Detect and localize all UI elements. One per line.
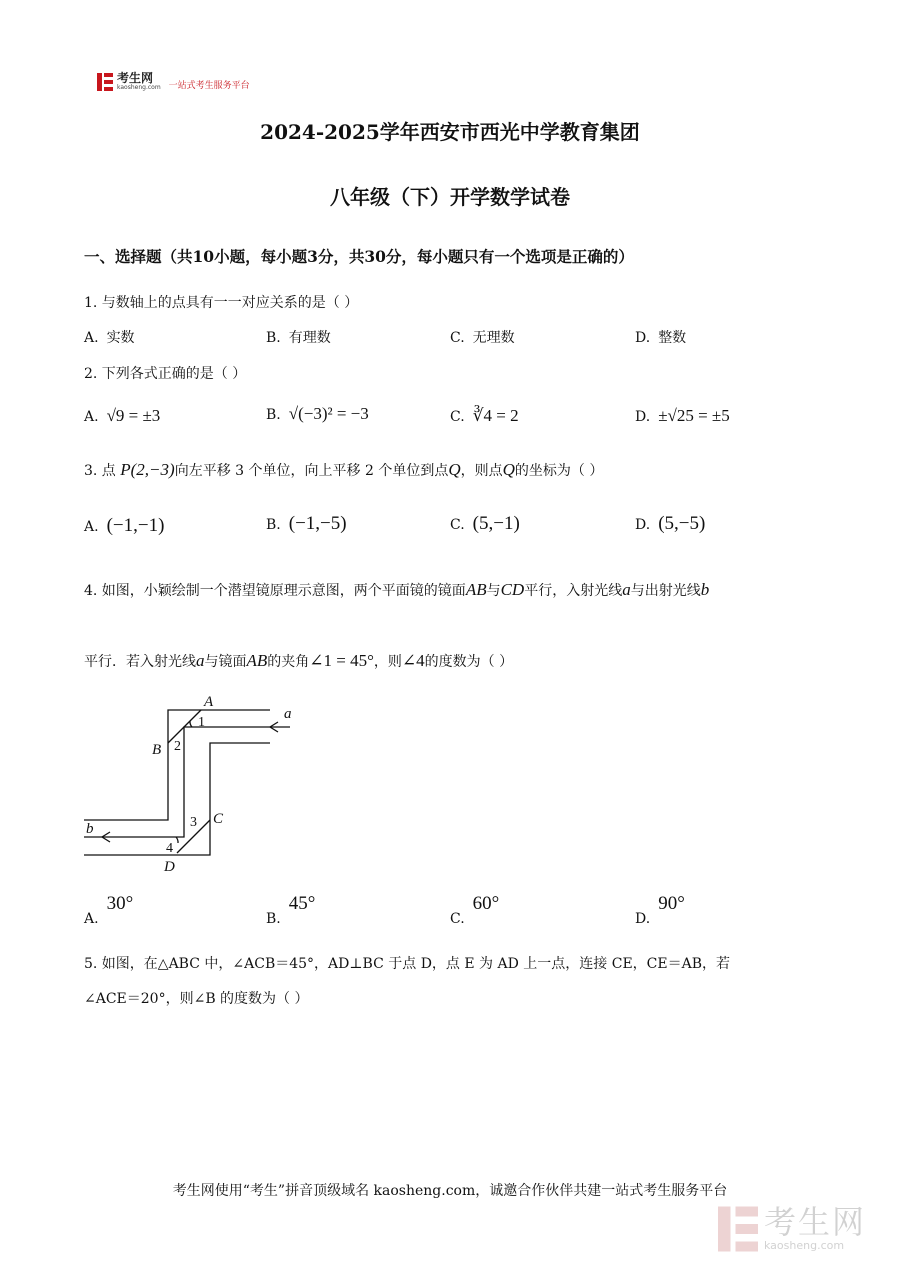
question-2-stem: 2. 下列各式正确的是（ ） xyxy=(84,366,247,382)
watermark-logo-icon xyxy=(718,1206,758,1252)
watermark-name: 考生网 xyxy=(764,1203,867,1241)
exam-title-grade: 八年级（下）开学数学试卷 xyxy=(330,185,570,209)
question-1-stem: 1. 与数轴上的点具有一一对应关系的是（ ） xyxy=(84,295,359,311)
label-A: A xyxy=(204,694,214,710)
q1-option-c: C. 无理数 xyxy=(450,330,515,346)
q4-option-b: B.45° xyxy=(266,893,316,927)
q3-option-b: B. (−1,−5) xyxy=(266,513,347,534)
q1-option-d: D. 整数 xyxy=(635,330,687,346)
q1-option-a: A. 实数 xyxy=(84,330,135,346)
label-angle-4: 4 xyxy=(166,841,173,856)
section-heading: 一、选择题（共10小题，每小题3分，共30分，每小题只有一个选项是正确的） xyxy=(84,247,634,266)
label-ray-a: a xyxy=(284,706,292,722)
q4-option-d: D.90° xyxy=(635,893,685,927)
q3-option-a: A. (−1,−1) xyxy=(84,515,165,536)
label-D: D xyxy=(164,859,175,875)
question-5-line-2: ∠ACE＝20°，则∠B 的度数为（ ） xyxy=(84,991,309,1007)
label-ray-b: b xyxy=(86,821,94,837)
logo-url: kaosheng.com xyxy=(117,84,161,91)
logo-slogan: 一站式考生服务平台 xyxy=(168,81,250,91)
question-5-line-1: 5. 如图，在△ABC 中，∠ACB＝45°，AD⊥BC 于点 D，点 E 为 AD 上一点，连接 CE，CE＝AB，若 xyxy=(84,956,731,972)
page-footer: 考生网使用“考生”拼音顶级域名 kaosheng.com，诚邀合作伙伴共建一站式考生服务平台 xyxy=(172,1183,728,1199)
watermark xyxy=(718,1205,866,1252)
q3-option-c: C. (5,−1) xyxy=(450,513,520,534)
q2-option-a: A. √9 = ±3 xyxy=(84,406,161,425)
header-logo xyxy=(97,72,250,91)
q2-option-b: B. √(−3)² = −3 xyxy=(266,404,369,423)
question-4-line-2: 平行．若入射光线a与镜面AB的夹角∠1 = 45°，则∠4的度数为（ ） xyxy=(84,651,514,670)
exam-title-school: 2024-2025学年西安市西光中学教育集团 xyxy=(260,120,640,144)
label-angle-1: 1 xyxy=(198,715,205,730)
q1-option-b: B. 有理数 xyxy=(266,330,331,346)
q3-option-d: D. (5,−5) xyxy=(635,513,706,534)
q2-option-d: D. ±√25 = ±5 xyxy=(635,406,730,425)
q2-option-c: C. ∛4 = 2 xyxy=(450,406,519,425)
q4-option-a: A.30° xyxy=(84,893,134,927)
label-angle-3: 3 xyxy=(190,815,197,830)
periscope-figure xyxy=(80,690,310,875)
angle-mark-1 xyxy=(190,721,192,727)
angle-mark-4 xyxy=(176,837,178,843)
label-C: C xyxy=(213,811,224,827)
question-4-line-1: 4. 如图，小颖绘制一个潜望镜原理示意图，两个平面镜的镜面AB与CD平行，入射光线a与出射光线b xyxy=(84,580,710,599)
q4-option-c: C.60° xyxy=(450,893,500,927)
logo-name: 考生网 xyxy=(117,71,154,85)
label-angle-2: 2 xyxy=(174,739,181,754)
logo-icon xyxy=(97,73,113,91)
label-B: B xyxy=(152,742,162,758)
question-3-stem: 3. 点 P(2,−3)向左平移 3 个单位，向上平移 2 个单位到点Q，则点Q的坐标为（ ） xyxy=(84,460,604,479)
watermark-url: kaosheng.com xyxy=(764,1239,845,1252)
